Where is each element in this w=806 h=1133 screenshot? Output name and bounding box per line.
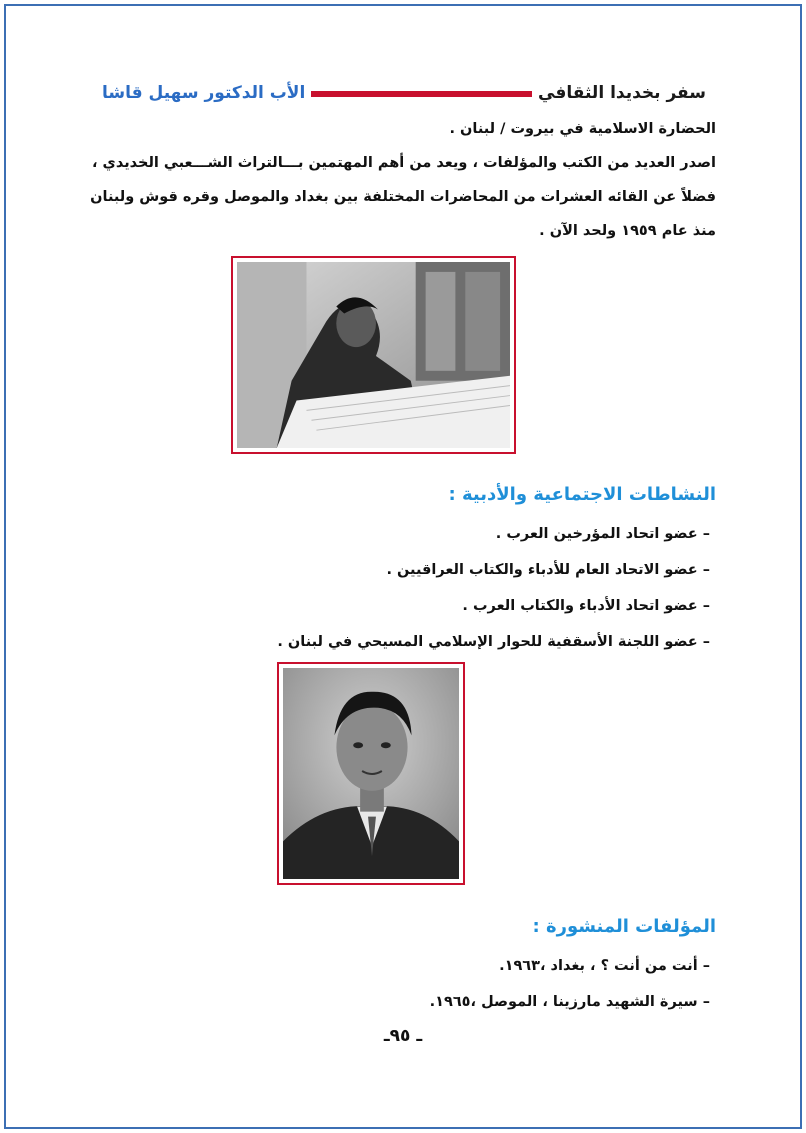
intro-paragraph — [90, 112, 716, 248]
list-item: – عضو اللجنة الأسقفية للحوار الإسلامي المسيحي في لبنان . — [277, 634, 710, 650]
list-item: – عضو اتحاد الأدباء والكتاب العرب . — [462, 598, 710, 614]
page-number: ـ ٩٥ـ — [383, 1026, 423, 1046]
activities-heading: النشاطات الاجتماعية والأدبية : — [448, 484, 716, 505]
author-name: الأب الدكتور سهيل قاشا — [96, 82, 311, 104]
list-item: – أنت من أنت ؟ ، بغداد ،١٩٦٣. — [499, 958, 710, 974]
photo-writing-at-desk — [231, 256, 516, 454]
list-item: – سيرة الشهيد مارزينا ، الموصل ،١٩٦٥. — [429, 994, 710, 1010]
intro-line: منذ عام ١٩٥٩ ولحد الآن . — [539, 223, 716, 239]
photo-portrait — [277, 662, 465, 885]
book-title: سفر بخديدا الثقافي — [532, 82, 712, 104]
intro-line: فضلاً عن القائه العشرات من المحاضرات المختلفة بين بغداد والموصل وقره قوش ولبنان — [90, 189, 716, 205]
publications-list — [90, 948, 710, 1020]
activities-list — [90, 516, 710, 660]
list-item: – عضو الاتحاد العام للأدباء والكتاب العراقيين . — [386, 562, 710, 578]
intro-line: اصدر العديد من الكتب والمؤلفات ، ويعد من أهم المهتمين بـــالتراث الشـــعبي الخديدي ، — [91, 155, 716, 171]
publications-heading: المؤلفات المنشورة : — [532, 916, 716, 937]
intro-line: الحضارة الاسلامية في بيروت / لبنان . — [449, 121, 716, 137]
running-header — [96, 82, 712, 106]
list-item: – عضو اتحاد المؤرخين العرب . — [495, 526, 710, 542]
